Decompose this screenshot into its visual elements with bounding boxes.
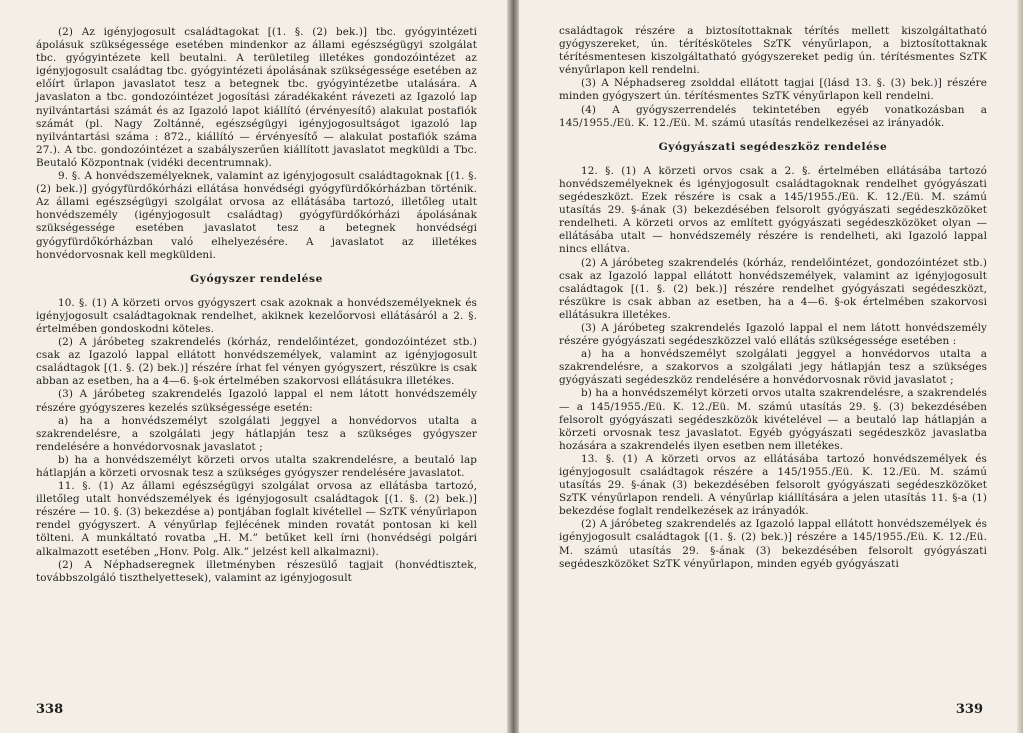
right-page-text bbox=[559, 25, 987, 571]
left-page-text bbox=[36, 26, 477, 585]
page-number-right: 339 bbox=[955, 702, 983, 717]
paragraph: (2) A járóbeteg szakrendelés az Igazoló lappal ellátott honvédszemélyek és igényjogosult családtagok [(1. §. (2) bek.)] részére a 145/1955./Eü. K. 12./Eü. M. számú utasítás 29. §-ának (3) bekezdésében felsorolt gyógyászati segédeszközöket SzTK vényűrlapon, minden egyéb gyógyászati bbox=[559, 518, 987, 570]
paragraph: a) ha a honvédszemélyt szolgálati jeggyel a honvédorvos utalta a szakrendelésre, a szolgálati jegy hátlapján tesz a szükséges gyógyszer rendelésére a honvédorvosnak javaslatot ; bbox=[36, 414, 477, 453]
paragraph: 9. §. A honvédszemélyeknek, valamint az igényjogosult családtagoknak [(1. §. (2) bek.)] gyógyfürdőkórházi ellátása honvédségi gyógyfürdőkórházban történik. Az állami egészségügyi szolgálat orvosa az ellátásába tartozó, illetőleg utalt honvédszemély (igényjogosult családtag) gyógyfürdőkórházi ápolásának szükségessége esetében javaslatot tesz a betegnek honvédségi gyógyfürdőkórházban való elhelyezésére. A javaslatot az illetékes honvédorvosnak kell megküldeni. bbox=[36, 170, 477, 261]
paragraph: a) ha a honvédszemélyt szolgálati jeggyel a honvédorvos utalta a szakrendelésre, a szakorvos a szolgálati jegy hátlapján tesz a szükséges gyógyászati segédeszköz rendelésére a honvédorvosnak rövid javaslatot ; bbox=[559, 348, 987, 387]
paragraph: (4) A gyógyszerrendelés tekintetében egyéb vonatkozásban a 145/1955./Eü. K. 12./Eü. M. számú utasítás rendelkezései az irányadók. bbox=[559, 103, 987, 129]
page-edge bbox=[1017, 0, 1023, 733]
right-page bbox=[519, 0, 1023, 733]
paragraph: (2) A Néphadseregnek illetményben részesülő tagjait (honvédtisztek, továbbszolgáló tiszthelyettesek), valamint az igényjogosult bbox=[36, 558, 477, 584]
paragraph: (3) A Néphadsereg zsolddal ellátott tagjai [(lásd 13. §. (3) bek.)] részére minden gyógyszert ún. térítésmentes SzTK vényűrlapon kell rendelni. bbox=[559, 77, 987, 103]
paragraph: b) ha a honvédszemélyt körzeti orvos utalta szakrendelésre, a beutaló lap hátlapján a körzeti orvosnak tesz a szükséges gyógyszer rendelésére javaslatot. bbox=[36, 453, 477, 479]
paragraph: (3) A járóbeteg szakrendelés Igazoló lappal el nem látott honvédszemély részére gyógyszeres kezelés szükségessége esetén: bbox=[36, 388, 477, 414]
paragraph: (2) A járóbeteg szakrendelés (kórház, rendelőintézet, gondozóintézet stb.) csak az Igazoló lappal ellátott honvédszemélyek, valamint az igényjogosult családtagok [(1. §. (2) bek.)] részére rendelhet gyógyászati segédeszközt, részükre is csak abban az esetben, ha a 4—6. §-ok értelmében szakorvosi ellátásukra illetékes. bbox=[559, 256, 987, 321]
paragraph: 12. §. (1) A körzeti orvos csak a 2. §. értelmében ellátásába tartozó honvédszemélyeknek és igényjogosult családtagoknak rendelhet gyógyászati segédeszközt. Ezek részére is csak a 145/1955./Eü. K. 12./Eü. M. számú utasítás 29. §-ának (3) bekezdésében felsorolt gyógyászati segédeszközöket rendelheti. A körzeti orvos az említett gyógyászati segédeszközöket olyan — ellátásába utalt — honvédszemély részére is rendelheti, aki Igazoló lappal nincs ellátva. bbox=[559, 164, 987, 256]
section-heading-medical-aids: Gyógyászati segédeszköz rendelése bbox=[658, 140, 888, 153]
left-page bbox=[0, 0, 507, 733]
paragraph: családtagok részére a biztosítottaknak térítés mellett kiszolgáltatható gyógyszereket, ún. térítésköteles SzTK vényűrlapon, a biztosítottaknak térítésmentesen kiszolgáltatható gyógyszereket pedig ún. térítésmentes SzTK vényűrlapon kell rendelni. bbox=[559, 25, 987, 77]
paragraph: (2) A járóbeteg szakrendelés (kórház, rendelőintézet, gondozóintézet stb.) csak az Igazoló lappal ellátott honvédszemélyek, valamint az igényjogosult családtagok [(1. §. (2) bek.)] részére írhat fel vényen gyógyszert, részükre is csak abban az esetben, ha a 4—6. §-ok értelmében szakorvosi ellátásukra illetékes. bbox=[36, 336, 477, 388]
paragraph: 13. §. (1) A körzeti orvos az ellátásába tartozó honvédszemélyek és igényjogosult családtagok részére a 145/1955./Eü. K. 12./Eü. M. számú utasítás 29. §-ának (3) bekezdésében felsorolt gyógyászati segédeszközöket SzTK vényűrlapon rendeli. A vényűrlap kiállítására a jelen utasítás 11. §-a (1) bekezdése foglalt rendelkezések az irányadók. bbox=[559, 452, 987, 518]
paragraph: (2) Az igényjogosult családtagokat [(1. §. (2) bek.)] tbc. gyógyintézeti ápolásuk szükségessége esetében mindenkor az állami egészségügyi szolgálat tbc. gyógyintézete kell beutalni. A területileg illetékes gondozóintézet az igényjogosult családtag tbc. gyógyintézeti ápolásának szükségessége esetében az előírt űrlapon javaslatot tesz a betegnek tbc. gyógyintézetbe utalására. A javaslaton a tbc. gondozóintézet jogosítási záradékaként rávezeti az Igazoló lap nyilvántartási számát és az Igazoló lapot kiállító (érvényesítő) alakulat postafiók számát (pl. Nagy Zoltánné, egészségügyi igényjogosultságot igazoló lap nyilvántartási száma : 872., kiállító — érvényesítő — alakulat postafiók száma 27.). A tbc. gondozóintézet a szabályszerűen kiállított javaslatot megküldi a Tbc. Beutaló Központnak (vidéki decentrumnak). bbox=[36, 26, 477, 169]
paragraph: (3) A járóbeteg szakrendelés Igazoló lappal el nem látott honvédszemély részére gyógyászati segédeszközzel való ellátás szükségessége esetében : bbox=[559, 321, 987, 348]
paragraph: b) ha a honvédszemélyt körzeti orvos utalta szakrendelésre, a szakrendelés — a 145/1955./Eü. K. 12./Eü. M. számú utasítás 29. §. (3) bekezdésében felsorolt gyógyászati segédeszközök kivételével — a beutaló lap hátlapján a körzeti orvosnak tesz javaslatot. Egyéb gyógyászati segédeszköz javaslatba hozására a szakrendelés ilyen esetben nem illetékes. bbox=[559, 387, 987, 452]
paragraph: 10. §. (1) A körzeti orvos gyógyszert csak azoknak a honvédszemélyeknek és igényjogosult családtagoknak rendelhet, akiknek kezelőorvosi ellátásáról a 2. §. értelmében gondoskodni köteles. bbox=[36, 296, 477, 335]
book-gutter bbox=[507, 0, 519, 733]
section-heading-medicine: Gyógyszer rendelése bbox=[190, 272, 323, 285]
paragraph: 11. §. (1) Az állami egészségügyi szolgálat orvosa az ellátásba tartozó, illetőleg utalt honvédszemélyek és igényjogosult családtagok [(1. §. (2) bek.)] részére — 10. §. (3) bekezdése a) pontjában foglalt kivétellel — SzTK vényűrlapon rendel gyógyszert. A vényűrlap fejlécének minden rovatát pontosan ki kell tölteni. A munkáltató rovatba „H. M.” betűket kell írni (honvédségi polgári alkalmazott esetében „Honv. Polg. Alk.” jelzést kell alkalmazni). bbox=[36, 480, 477, 558]
page-number-left: 338 bbox=[36, 702, 64, 717]
